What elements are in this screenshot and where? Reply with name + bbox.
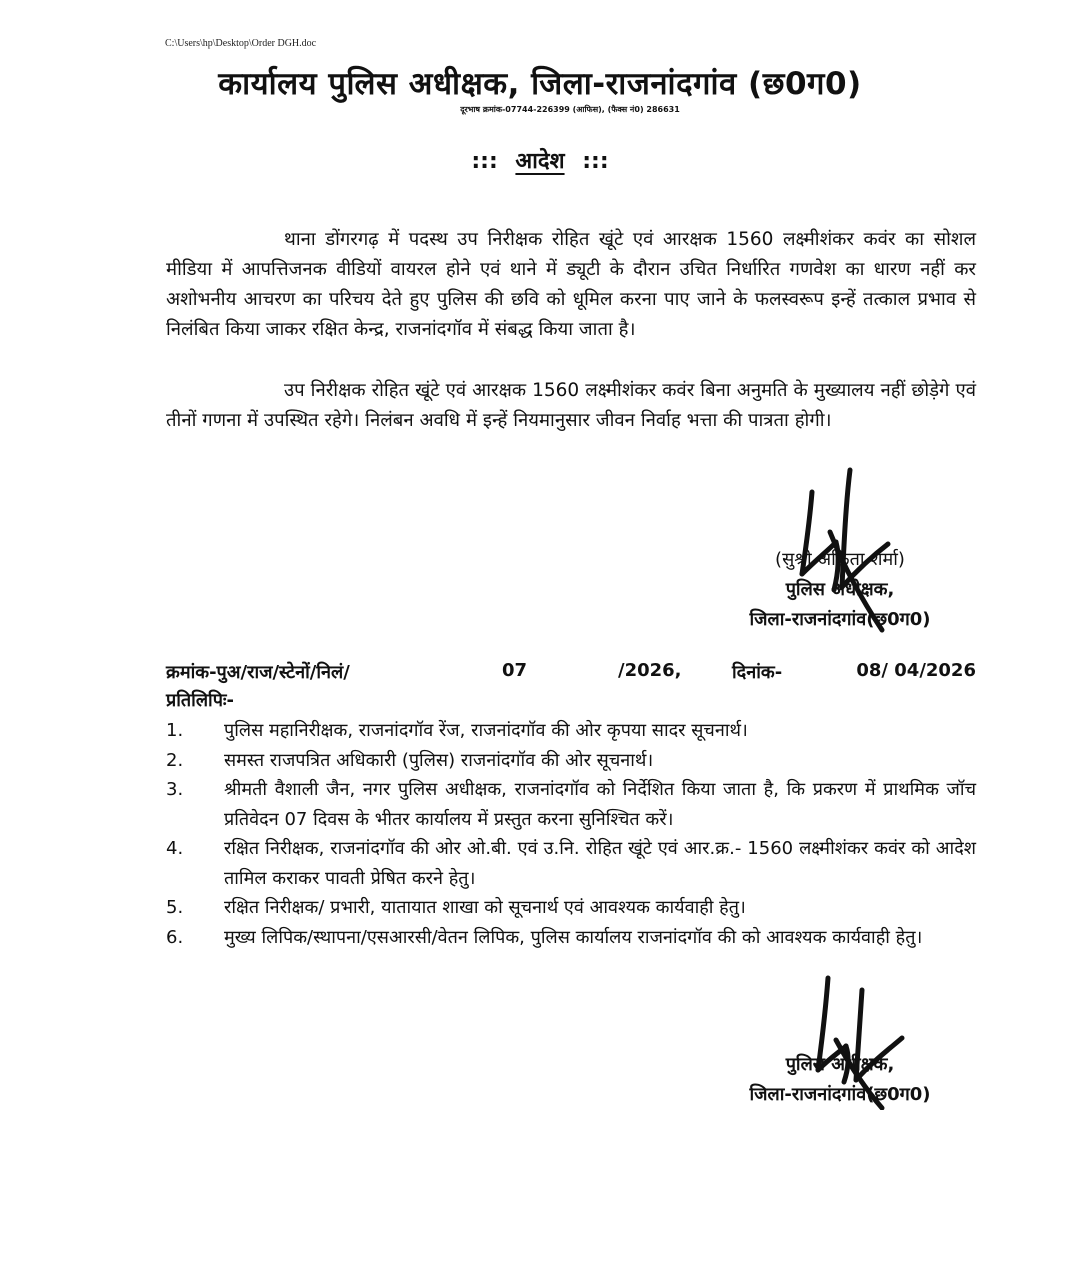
phone-line: दूरभाष क्रमांक-07744-226399 (आफिस), (फैक्स नं0) 286631 bbox=[460, 105, 680, 114]
signature-1-block bbox=[745, 545, 935, 635]
copy-item bbox=[166, 893, 976, 923]
order-heading-title: आदेश bbox=[515, 149, 565, 174]
copy-item-number: 5. bbox=[166, 897, 184, 918]
copy-item-text: रक्षित निरीक्षक, राजनांदगॉव की ओर ओ.बी. एवं उ.नि. रोहित खूंटे एवं आर.क्र.- 1560 लक्ष्मीशंकर कवंर को आदेश तामिल कराकर पावती प्रेषित करने हेतु। bbox=[224, 838, 976, 889]
copy-item-number: 4. bbox=[166, 838, 184, 859]
copy-item-text: रक्षित निरीक्षक/ प्रभारी, यातायात शाखा को सूचनार्थ एवं आवश्यक कार्यवाही हेतु। bbox=[224, 897, 746, 918]
copy-item-number: 6. bbox=[166, 926, 184, 948]
order-paragraph-1: थाना डोंगरगढ़ में पदस्थ उप निरीक्षक रोहित खूंटे एवं आरक्षक 1560 लक्ष्मीशंकर कवंर का सोशल मीडिया में आपत्तिजनक वीडियों वायरल होने एवं थाने में ड्यूटी के दौरान उचित निर्धारित गणवेश का धारण नहीं कर अशोभनीय आचरण का परिचय देते हुए पुलिस की छवि को धूमिल करना पाए जाने के फलस्वरूप इन्हें तत्काल प्रभाव से निलंबित किया जाकर रक्षित केन्द्र, राजनांदगॉव में संबद्ध किया जाता है। bbox=[166, 229, 976, 340]
reference-row bbox=[166, 660, 976, 688]
date-label: दिनांक- bbox=[732, 662, 783, 683]
reference-year: /2026, bbox=[618, 660, 682, 681]
reference-number: 07 bbox=[502, 660, 528, 681]
signatory-district: जिला-राजनांदगांव(छ0ग0) bbox=[749, 609, 931, 630]
copy-item-text: श्रीमती वैशाली जैन, नगर पुलिस अधीक्षक, राजनांदगॉव को निर्देशित किया जाता है, कि प्रकरण में प्राथमिक जॉच प्रतिवेदन 07 दिवस के भीतर कार्यालय में प्रस्तुत करना सुनिश्चित करें। bbox=[224, 779, 976, 830]
copy-item bbox=[166, 834, 976, 893]
copy-item-number: 1. bbox=[166, 720, 184, 741]
reference-prefix: क्रमांक-पुअ/राज/स्टेनों/निलं/ bbox=[166, 662, 350, 683]
order-heading-suffix: ::: bbox=[582, 149, 609, 174]
copy-item-text: समस्त राजपत्रित अधिकारी (पुलिस) राजनांदगॉव की ओर सूचनार्थ। bbox=[224, 749, 654, 771]
order-heading bbox=[0, 145, 1080, 175]
file-path: C:\Users\hp\Desktop\Order DGH.doc bbox=[165, 38, 317, 49]
order-heading-prefix: ::: bbox=[471, 149, 498, 174]
signatory-name: (सुश्री अंकिता शर्मा) bbox=[775, 549, 905, 570]
signatory-designation: पुलिस अधीक्षक, bbox=[785, 1054, 895, 1075]
order-date: 08/ 04/2026 bbox=[856, 660, 976, 681]
copy-item bbox=[166, 775, 976, 834]
order-paragraph-2: उप निरीक्षक रोहित खूंटे एवं आरक्षक 1560 लक्ष्मीशंकर कवंर बिना अनुमति के मुख्यालय नहीं छोड़ेगे एवं तीनों गणना में उपस्थित रहेगे। निलंबन अवधि में इन्हें नियमानुसार जीवन निर्वाह भत्ता की पात्रता होगी। bbox=[166, 380, 976, 431]
office-title: कार्यालय पुलिस अधीक्षक, जिला-राजनांदगांव (छ0ग0) bbox=[218, 66, 862, 102]
copy-list bbox=[166, 716, 976, 952]
copy-item-text: मुख्य लिपिक/स्थापना/एसआरसी/वेतन लिपिक, पुलिस कार्यालय राजनांदगॉव की को आवश्यक कार्यवाही हेतु। bbox=[224, 926, 923, 948]
copy-item bbox=[166, 746, 976, 776]
signatory-designation: पुलिस अधीक्षक, bbox=[785, 579, 895, 600]
copy-label: प्रतिलिपिः- bbox=[166, 690, 235, 711]
copy-item bbox=[166, 716, 976, 746]
copy-item-number: 3. bbox=[166, 779, 184, 800]
copy-item bbox=[166, 923, 976, 953]
copy-item-text: पुलिस महानिरीक्षक, राजनांदगॉव रेंज, राजनांदगॉव की ओर कृपया सादर सूचनार्थ। bbox=[224, 720, 748, 741]
copy-item-number: 2. bbox=[166, 749, 184, 771]
signatory-district: जिला-राजनांदगांव(छ0ग0) bbox=[749, 1084, 931, 1105]
signature-2-block bbox=[745, 1050, 935, 1110]
